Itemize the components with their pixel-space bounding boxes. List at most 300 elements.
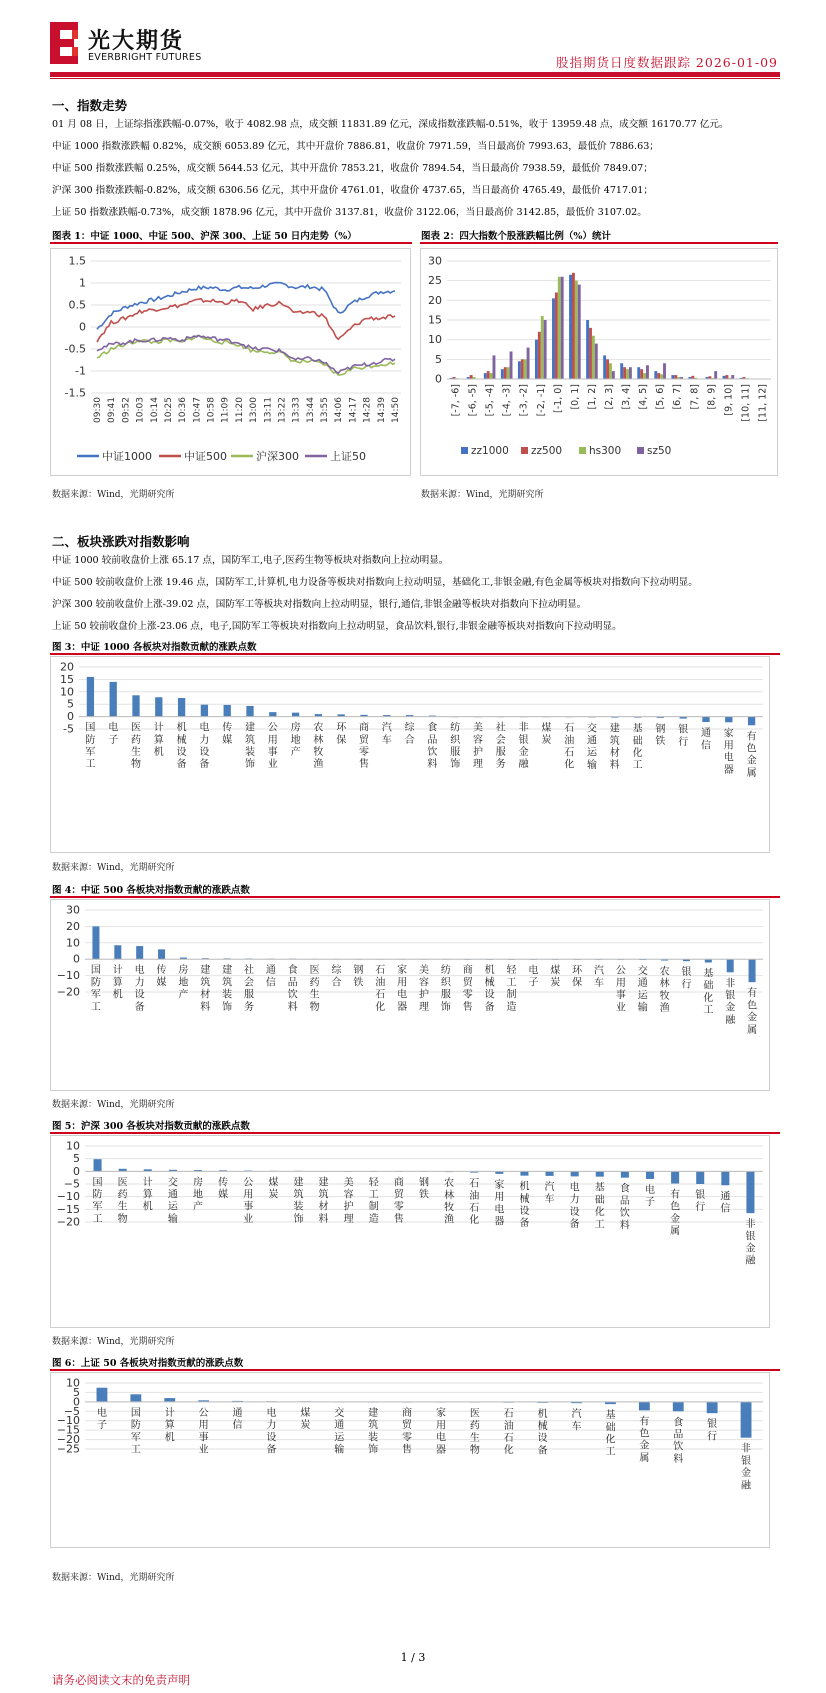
chart3-bar [748,717,755,726]
chart6-category-label: 商贸零售 [402,1407,413,1456]
chart2-bar [541,316,544,379]
chart2-bar [487,371,490,379]
chart3-ytick-label: 20 [60,660,74,674]
chart2-xtick-label: [-7, -6] [450,384,462,417]
chart3-category-label: 社会服务 [495,722,506,771]
chart3-category-label: 基础化工 [632,723,643,772]
chart2-xtick-label: [5, 6] [655,384,667,410]
chart1-ytick-label: 0.5 [68,298,86,312]
chart1-caption: 图表 1：中证 1000、中证 500、沪深 300、上证 50 日内走势（%） [52,231,357,242]
chart3-caption-rule [50,653,780,655]
chart2-bar [660,374,663,379]
chart3-bar [725,717,732,723]
paragraph-hs300: 沪深 300 指数涨跌幅-0.82%，成交额 6306.56 亿元，其中开盘价 4761.01，收盘价 4737.65，当日最高价 4765.49，最低价 4717.01； [52,185,653,196]
chart2-xtick-label: [10, 11] [740,384,752,422]
chart3-category-label: 煤炭 [541,722,552,747]
chart2-bar [592,336,595,379]
chart2-bar [552,298,555,379]
chart2-bar [589,328,592,379]
chart5-frame [50,1135,770,1328]
chart5-category-label: 交通运输 [167,1177,178,1225]
chart4-bar [92,926,99,959]
chart4-category-label: 汽车 [593,965,604,989]
chart3-ytick-label: 0 [67,710,74,724]
chart6-bar [639,1402,650,1410]
chart4-bar [727,959,734,972]
chart2-legend-swatch [637,447,644,454]
chart4-category-label: 通信 [265,965,276,989]
chart5-category-label: 煤炭 [268,1177,279,1201]
chart3-category-label: 综合 [404,722,415,746]
chart2-bar [507,367,510,379]
chart3-category-label: 商贸零售 [359,722,369,771]
chart2-bar [493,355,496,379]
chart6-category-label: 国防军工 [130,1407,141,1456]
brand-name-en: EVERBRIGHT FUTURES [88,52,202,63]
chart1-xtick-label: 11:09 [220,397,231,423]
chart1-series-line [97,283,395,330]
chart3-bar [201,705,208,717]
chart5-bar [596,1171,604,1176]
chart1-xtick-label: 13:44 [305,397,316,423]
chart2-bar [527,348,530,379]
chart4-category-label: 钢铁 [353,965,364,989]
chart2-xtick-label: [-2, -1] [535,384,547,417]
chart6-category-label: 基础化工 [605,1410,616,1458]
chart5-bar [721,1171,729,1185]
chart2-xtick-label: [1, 2] [586,384,598,410]
chart3-bar [132,695,139,716]
chart1-source: 数据来源：Wind，光期研究所 [52,490,175,500]
chart6-bar [707,1402,718,1413]
chart5-category-label: 电力设备 [569,1182,580,1230]
chart6-bar [673,1402,684,1411]
chart6-ytick-label: 0 [73,1395,80,1409]
chart3-category-label: 非银金融 [518,722,529,771]
chart2-legend-label: sz50 [647,445,672,457]
chart4-ytick-label: 20 [66,919,80,933]
chart4-category-label: 综合 [331,965,342,989]
chart3-category-label: 建筑装饰 [245,722,255,771]
chart4-bar [136,946,143,959]
chart3-bar [110,682,117,717]
chart1-xtick-label: 14:28 [362,397,373,423]
chart3-category-label: 美容护理 [473,722,483,771]
chart2-bar [640,369,643,379]
chart6-ytick-label: −25 [56,1442,80,1456]
chart5-category-label: 家用电器 [494,1179,505,1228]
chart6-category-label: 通信 [232,1407,243,1432]
chart4-category-label: 纺织服饰 [440,965,451,1013]
chart6-category-label: 计算机 [164,1407,175,1444]
chart2-bar [521,359,524,379]
chart4-category-label: 传媒 [156,965,167,989]
chart6-caption-rule [50,1369,780,1371]
chart1-xtick-label: 13:22 [277,397,288,423]
chart6-category-label: 家用电器 [435,1408,446,1456]
chart3-category-label: 传媒 [222,722,233,746]
chart1-legend-label: 中证500 [184,450,227,463]
header-rule [50,72,780,77]
chart2-bar [535,340,538,379]
chart2-legend-swatch [521,447,528,454]
chart2-xtick-label: [8, 9] [706,384,718,410]
chart5-hs300-sector-bar [51,1136,769,1327]
paragraph-sector-hs300: 沪深 300 较前收盘价上涨-39.02 点，国防军工等板块对指数向上拉动明显，银行,通信,非银金融等板块对指数向下拉动明显。 [52,599,587,610]
chart3-category-label: 国防军工 [85,722,96,771]
chart2-bar [524,359,527,379]
chart1-ytick-label: -0.5 [64,342,86,356]
chart5-category-label: 石油石化 [469,1178,480,1227]
paragraph-sector-sz50: 上证 50 较前收盘价上涨-23.06 点，电子,国防军工等板块对指数向上拉动明显，食品饮料,银行,非银金融等板块对指数向下拉动明显。 [52,621,622,632]
chart3-category-label: 钢铁 [655,723,666,748]
chart3-ytick-label: 10 [60,685,74,699]
chart1-ytick-label: 0 [79,320,86,334]
chart2-bar [518,361,521,379]
chart3-category-label: 通信 [701,728,711,752]
chart1-xtick-label: 10:14 [149,397,160,423]
chart6-ytick-label: 5 [73,1385,80,1399]
chart1-intraday-line [51,249,410,475]
chart5-caption-rule [50,1132,780,1134]
chart5-ytick-label: −20 [56,1215,80,1229]
chart1-xtick-label: 14:39 [376,397,387,423]
chart6-bar [97,1388,108,1402]
chart5-bar [520,1171,528,1175]
chart6-category-label: 建筑装饰 [368,1407,379,1456]
chart4-ytick-label: −20 [56,985,80,999]
chart6-ytick-label: −15 [56,1423,80,1437]
chart2-xtick-label: [-3, -2] [518,384,530,417]
chart3-bar [224,705,231,717]
chart5-ytick-label: −10 [56,1190,80,1204]
chart3-ytick-label: -5 [63,722,74,736]
chart3-category-label: 有色金属 [746,731,757,779]
chart2-bar [572,273,575,379]
chart2-bar [629,367,632,379]
chart2-bar [555,292,558,379]
chart5-category-label: 有色金属 [670,1189,681,1238]
chart2-xtick-label: [0, 1] [569,384,581,410]
chart3-caption: 图 3：中证 1000 各板块对指数贡献的涨跌点数 [52,642,257,653]
chart4-category-label: 医药生物 [309,965,320,1013]
chart4-bar [158,949,165,959]
chart4-category-label: 基础化工 [703,968,714,1017]
chart1-xtick-label: 10:47 [192,397,203,423]
header-rule-thin [50,78,780,79]
paragraph-sector-zz500: 中证 500 较前收盘价上涨 19.46 点，国防军工,计算机,电力设备等板块对指数向上拉动明显，基础化工,非银金融,有色金属等板块对指数向下拉动明显。 [52,577,698,588]
chart2-bar [504,367,507,379]
chart2-bar [578,285,581,379]
chart5-category-label: 国防军工 [92,1177,103,1225]
chart2-bar [674,375,677,379]
chart6-category-label: 机械设备 [537,1408,548,1457]
chart1-xtick-label: 11:20 [234,397,245,423]
chart2-xtick-label: [9, 10] [723,384,735,416]
chart6-bar [741,1402,752,1438]
chart2-xtick-label: [7, 8] [689,384,701,410]
chart1-xtick-label: 14:17 [348,397,359,423]
chart4-category-label: 银行 [681,967,692,991]
chart6-category-label: 医药生物 [469,1408,480,1457]
chart2-xtick-label: [-1, 0] [552,384,564,413]
chart2-bar [569,275,572,379]
chart6-frame [50,1372,770,1548]
chart2-ytick-label: 30 [428,254,442,268]
chart3-category-label: 计算机 [153,722,164,758]
chart5-category-label: 房地产 [193,1177,203,1213]
chart4-category-label: 电力设备 [134,965,145,1013]
chart5-category-label: 建筑装饰 [293,1177,304,1225]
chart2-xtick-label: [6, 7] [672,384,684,410]
chart6-ytick-label: 10 [66,1376,80,1390]
chart2-xtick-label: [-5, -4] [484,384,496,417]
chart3-bar [178,698,185,717]
chart1-xtick-label: 10:36 [178,397,189,423]
chart6-category-label: 电力设备 [266,1407,277,1456]
chart5-category-label: 通信 [720,1191,731,1215]
chart2-ytick-label: 0 [435,372,442,386]
chart2-ytick-label: 5 [435,352,442,366]
paragraph-sz50: 上证 50 指数涨跌幅-0.73%，成交额 1878.96 亿元，其中开盘价 3137.81，收盘价 3122.06，当日最高价 3142.85，最低价 3107.02。 [52,207,647,218]
chart3-ytick-label: 5 [67,697,74,711]
chart4-category-label: 房地产 [178,965,189,1001]
chart2-xtick-label: [4, 5] [638,384,650,410]
brand-logo [50,22,210,66]
chart3-category-label: 汽车 [381,722,392,746]
chart2-xtick-label: [-4, -3] [501,384,513,417]
chart3-category-label: 农林牧渔 [313,722,324,771]
chart5-bar [746,1171,754,1213]
chart6-ytick-label: −20 [56,1433,80,1447]
chart2-bar [484,373,487,379]
chart5-ytick-label: 5 [73,1152,80,1166]
chart1-xtick-label: 10:25 [163,397,174,423]
chart3-bar [269,712,276,716]
chart6-category-label: 公用事业 [198,1407,209,1456]
section-heading-sector-impact: 二、板块涨跌对指数影响 [52,534,190,549]
chart4-bar [114,945,121,959]
chart4-ytick-label: 10 [66,936,80,950]
chart2-bar [595,344,598,379]
chart2-bar [544,320,547,379]
chart5-ytick-label: −15 [56,1202,80,1216]
chart5-bar [94,1159,102,1171]
chart2-bar [612,371,615,379]
chart2-bar [663,363,666,379]
chart6-bar [130,1394,141,1402]
chart2-legend-label: zz1000 [471,445,509,457]
chart2-source: 数据来源：Wind，光期研究所 [421,490,544,500]
chart2-bar [490,373,493,379]
chart2-bar [501,369,504,379]
chart1-ytick-label: -1.5 [64,386,86,400]
chart4-ytick-label: 30 [66,903,80,917]
chart2-bar [609,363,612,379]
chart3-category-label: 房地产 [290,722,301,758]
chart5-bar [621,1171,629,1177]
chart5-ytick-label: 0 [73,1164,80,1178]
chart3-zz1000-sector-bar [51,657,769,852]
chart4-category-label: 石油石化 [375,965,386,1013]
chart2-legend-label: zz500 [531,445,563,457]
chart2-xtick-label: [2, 3] [604,384,615,410]
chart4-category-label: 建筑材料 [200,965,211,1013]
chart5-category-label: 银行 [695,1190,706,1214]
chart3-category-label: 纺织服饰 [450,722,461,771]
chart4-category-label: 计算机 [112,965,123,1001]
chart3-category-label: 环保 [336,722,347,746]
chart3-bar [702,717,709,722]
chart1-xtick-label: 14:06 [334,397,345,423]
chart2-bar [538,332,541,379]
chart1-legend-label: 上证50 [330,450,366,463]
chart2-bar [586,320,589,379]
chart4-category-label: 煤炭 [550,965,561,989]
chart1-ytick-label: -1 [75,364,86,378]
chart2-bar [654,371,657,379]
disclaimer-link[interactable]: 请务必阅读文末的免责声明 [52,1673,190,1687]
chart3-bar [87,677,94,717]
chart5-category-label: 美容护理 [343,1177,354,1225]
chart6-caption: 图 6：上证 50 各板块对指数贡献的涨跌点数 [52,1358,244,1369]
chart5-category-label: 基础化工 [594,1182,605,1231]
section-heading-index-trend: 一、指数走势 [52,98,128,113]
chart1-caption-rule [50,242,412,244]
chart5-category-label: 商贸零售 [393,1177,404,1225]
chart3-category-label: 公用事业 [267,722,278,771]
chart2-xtick-label: [11, 12] [757,384,769,422]
chart6-category-label: 非银金融 [741,1443,752,1492]
chart6-category-label: 煤炭 [300,1407,311,1432]
chart1-xtick-label: 09:41 [107,397,118,423]
chart4-category-label: 轻工制造 [506,965,517,1013]
chart2-distribution-bar [421,249,777,475]
chart2-legend-swatch [579,447,586,454]
chart5-category-label: 轻工制造 [368,1177,379,1225]
chart5-bar [646,1171,654,1179]
chart6-ytick-label: −10 [56,1414,80,1428]
chart4-category-label: 食品饮料 [287,965,298,1013]
chart2-bar [620,363,623,379]
chart3-category-label: 石油石化 [564,723,575,771]
chart3-category-label: 电子 [108,722,119,746]
chart3-category-label: 银行 [678,724,689,748]
chart3-category-label: 建筑材料 [609,723,620,772]
chart5-category-label: 传媒 [218,1177,229,1201]
chart2-legend-swatch [461,447,468,454]
chart3-ytick-label: 15 [60,672,74,686]
report-title: 股指期货日度数据跟踪 2026-01-09 [555,55,778,70]
chart4-category-label: 有色金属 [747,988,758,1036]
chart4-category-label: 电子 [528,965,539,989]
chart4-category-label: 商贸零售 [462,965,473,1013]
brand-mark-icon [50,22,80,64]
chart3-category-label: 电力设备 [199,722,210,771]
chart4-caption: 图 4：中证 500 各板块对指数贡献的涨跌点数 [52,885,250,896]
chart2-bar [606,359,609,379]
chart2-bar [657,373,660,379]
chart5-category-label: 汽车 [544,1181,555,1206]
chart5-category-label: 电子 [645,1184,655,1209]
chart3-category-label: 机械设备 [176,722,187,771]
chart5-category-label: 计算机 [142,1177,153,1213]
chart1-xtick-label: 13:00 [249,397,260,423]
chart5-category-label: 非银金融 [745,1219,756,1267]
chart4-bar [749,959,756,982]
chart2-bar [561,277,564,379]
chart6-category-label: 食品饮料 [673,1417,684,1465]
chart4-zz500-sector-bar [51,900,769,1090]
chart4-category-label: 机械设备 [484,965,495,1013]
paragraph-zz500: 中证 500 指数涨跌幅 0.25%，成交额 5644.53 亿元，其中开盘价 7853.21，收盘价 7894.54，当日最高价 7938.59，最低价 7849.07； [52,163,653,174]
chart5-caption: 图 5：沪深 300 各板块对指数贡献的涨跌点数 [52,1121,250,1132]
chart2-bar [626,369,629,379]
chart4-category-label: 国防军工 [90,965,101,1013]
chart4-category-label: 农林牧渔 [659,966,670,1015]
chart1-xtick-label: 10:03 [135,397,146,423]
chart6-ytick-label: −5 [63,1404,80,1418]
chart2-caption-rule [420,242,778,244]
chart2-ytick-label: 15 [428,313,442,327]
chart1-legend-label: 中证1000 [102,450,152,463]
chart2-bar [671,375,674,379]
chart1-xtick-label: 14:50 [391,397,401,423]
chart2-bar [714,371,717,379]
chart3-bar [292,713,299,717]
page-number: 1 / 3 [400,1651,426,1664]
chart4-category-label: 环保 [572,965,583,989]
chart2-xtick-label: [-6, -5] [467,384,479,417]
chart3-category-label: 食品饮料 [427,722,438,771]
chart3-category-label: 家用电器 [723,728,734,776]
chart5-bar [696,1171,704,1184]
chart1-ytick-label: 1 [79,276,86,290]
chart4-category-label: 家用电器 [397,965,408,1013]
chart5-category-label: 机械设备 [519,1181,530,1230]
chart5-bar [671,1171,679,1183]
chart1-xtick-label: 13:33 [291,397,302,423]
chart1-xtick-label: 13:55 [320,397,331,423]
chart5-category-label: 医药生物 [117,1177,128,1225]
chart4-ytick-label: 0 [73,952,80,966]
chart2-bar [510,351,513,379]
chart4-caption-rule [50,896,780,898]
chart6-source: 数据来源：Wind，光期研究所 [52,1573,175,1583]
chart2-bar [623,367,626,379]
chart2-bar [731,375,734,379]
chart5-category-label: 农林牧渔 [444,1178,455,1226]
chart1-legend-label: 沪深300 [256,450,299,463]
chart2-bar [646,365,649,379]
chart5-category-label: 钢铁 [419,1177,429,1201]
chart2-ytick-label: 10 [428,333,442,347]
chart2-bar [470,375,473,379]
chart6-category-label: 石油石化 [503,1408,514,1457]
chart2-ytick-label: 25 [428,274,442,288]
chart5-category-label: 食品饮料 [619,1183,630,1232]
chart4-category-label: 社会服务 [244,965,255,1013]
chart3-category-label: 医药生物 [131,722,141,771]
chart5-ytick-label: −5 [63,1177,80,1191]
chart1-xtick-label: 10:58 [206,397,217,423]
chart4-category-label: 非银金融 [725,978,736,1026]
chart1-xtick-label: 09:52 [121,397,132,423]
chart1-series-line [97,335,395,373]
chart6-category-label: 汽车 [571,1409,582,1433]
chart1-ytick-label: 1.5 [68,254,86,268]
chart5-ytick-label: 10 [66,1139,80,1153]
